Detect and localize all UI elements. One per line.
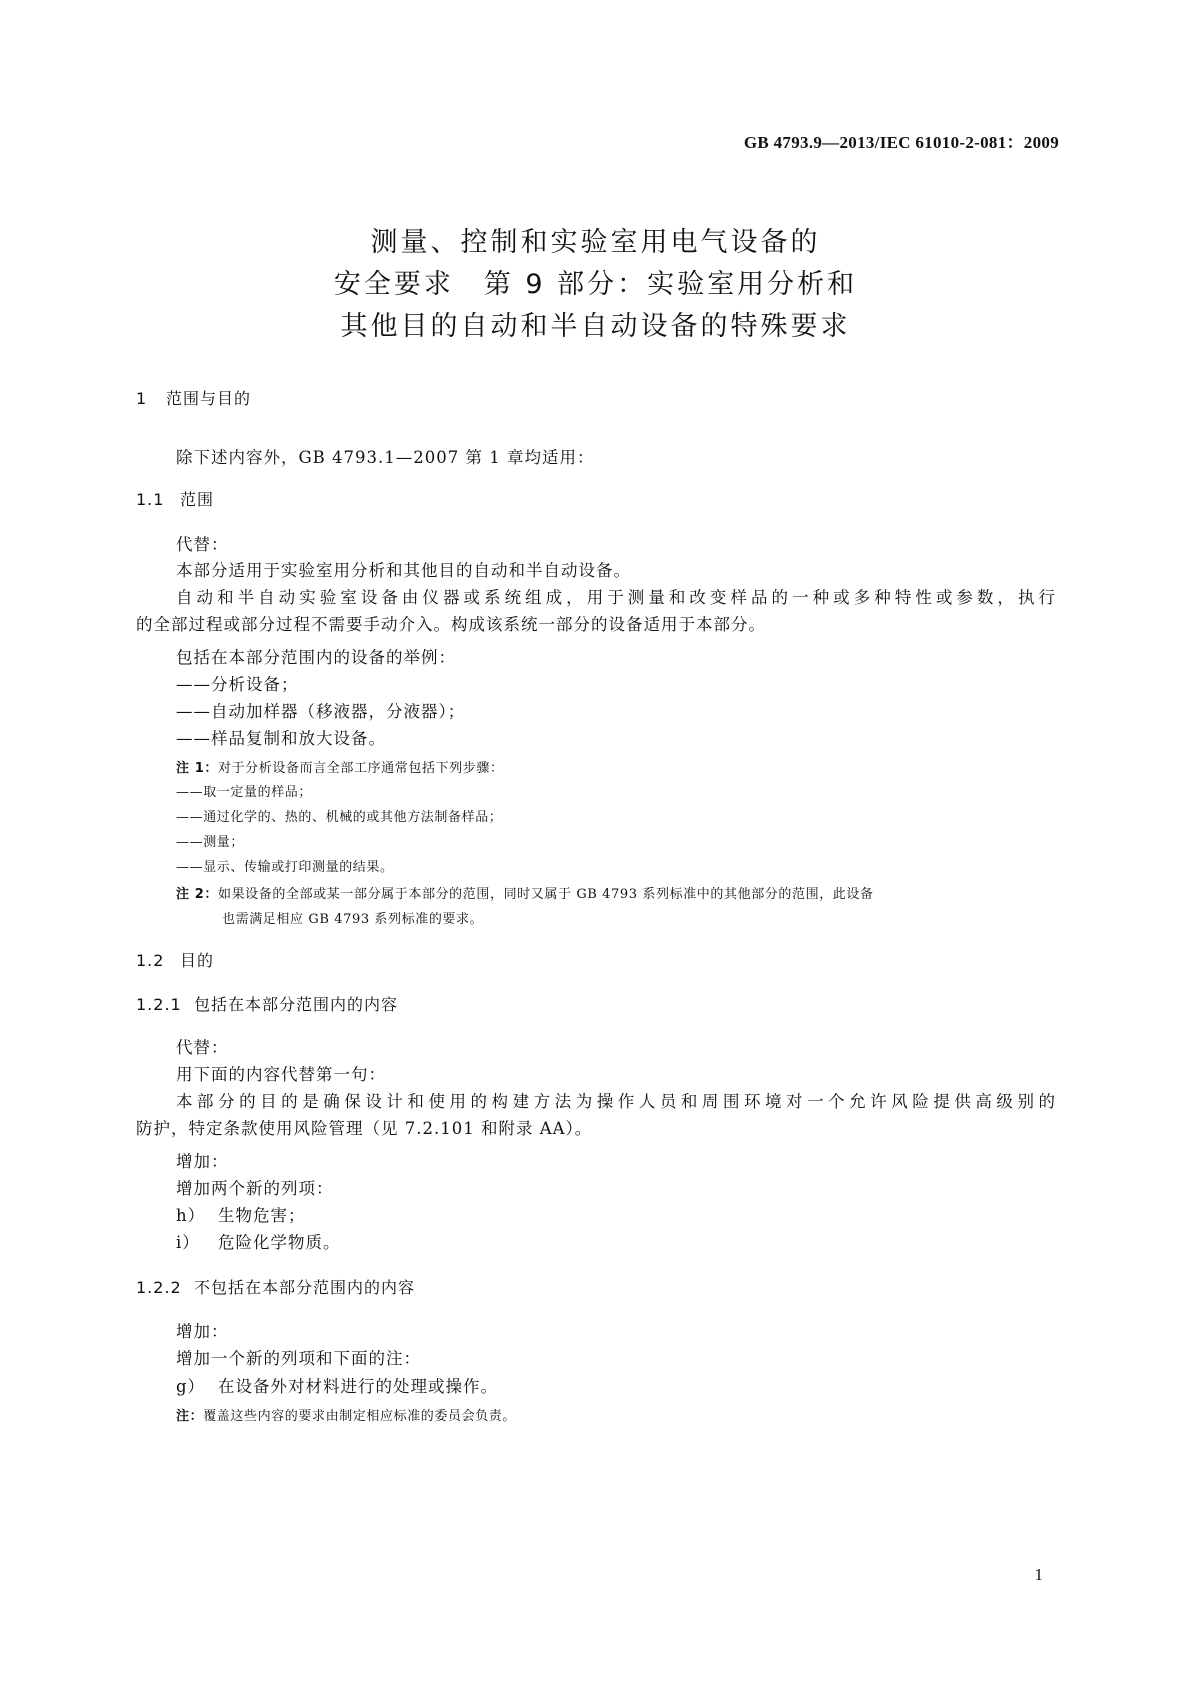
title-line-1: 测量、控制和实验室用电气设备的 bbox=[370, 227, 821, 258]
section-number: 1.2.1 bbox=[136, 995, 182, 1014]
list-item-g bbox=[176, 1373, 498, 1397]
note-label: 注 2： bbox=[176, 887, 218, 902]
section-number: 1.2 bbox=[136, 951, 165, 970]
list-item: ——分析设备； bbox=[176, 675, 299, 694]
paragraph: 用下面的内容代替第一句： bbox=[176, 1065, 386, 1084]
add-label: 增加： bbox=[176, 1152, 229, 1171]
paragraph: 包括在本部分范围内的设备的举例： bbox=[176, 648, 456, 667]
section-1-2-2-heading bbox=[136, 1275, 415, 1298]
note-label: 注 1： bbox=[176, 761, 218, 776]
list-marker: h） bbox=[176, 1206, 206, 1225]
note-list-item: ——取一定量的样品； bbox=[176, 785, 313, 800]
section-1-heading bbox=[136, 386, 251, 409]
section-1-1-heading bbox=[136, 487, 214, 510]
paragraph: 本部分适用于实验室用分析和其他目的自动和半自动设备。 bbox=[176, 561, 631, 580]
page-number: 1 bbox=[1034, 1565, 1043, 1584]
title-line-3: 其他目的自动和半自动设备的特殊要求 bbox=[340, 311, 851, 342]
replace-label: 代替： bbox=[176, 1038, 229, 1057]
note-label: 注： bbox=[176, 1409, 204, 1424]
section-title: 包括在本部分范围内的内容 bbox=[194, 995, 399, 1014]
section-1-2-heading bbox=[136, 948, 214, 971]
note-2 bbox=[176, 883, 874, 902]
note-list-item: ——测量； bbox=[176, 835, 244, 850]
note-2-continuation: 也需满足相应 GB 4793 系列标准的要求。 bbox=[222, 912, 484, 927]
list-text: 在设备外对材料进行的处理或操作。 bbox=[218, 1377, 498, 1396]
list-text: 危险化学物质。 bbox=[218, 1233, 341, 1252]
list-item-h bbox=[176, 1202, 306, 1226]
title-line-2: 安全要求 第 9 部分：实验室用分析和 bbox=[333, 269, 858, 300]
paragraph: 增加两个新的列项： bbox=[176, 1179, 334, 1198]
section-number: 1 bbox=[136, 389, 148, 408]
section-title: 目的 bbox=[180, 951, 215, 970]
list-item: ——样品复制和放大设备。 bbox=[176, 729, 386, 748]
note-text: 如果设备的全部或某一部分属于本部分的范围，同时又属于 GB 4793 系列标准中的其他部分的范围，此设备 bbox=[217, 887, 874, 902]
note-1 bbox=[176, 757, 504, 776]
paragraph-line: 自动和半自动实验室设备由仪器或系统组成，用于测量和改变样品的一种或多种特性或参数，执行 bbox=[176, 588, 1056, 607]
note-text: 覆盖这些内容的要求由制定相应标准的委员会负责。 bbox=[203, 1409, 517, 1424]
document-title bbox=[0, 222, 1191, 348]
section-1-intro: 除下述内容外，GB 4793.1—2007 第 1 章均适用： bbox=[176, 448, 595, 467]
standard-id: GB 4793.9—2013/IEC 61010-2-081：2009 bbox=[743, 133, 1059, 152]
replace-label: 代替： bbox=[176, 535, 229, 554]
add-label: 增加： bbox=[176, 1322, 229, 1341]
note-list-item: ——显示、传输或打印测量的结果。 bbox=[176, 860, 394, 875]
paragraph-line: 的全部过程或部分过程不需要手动介入。构成该系统一部分的设备适用于本部分。 bbox=[136, 615, 766, 634]
section-number: 1.1 bbox=[136, 490, 165, 509]
note bbox=[176, 1405, 516, 1424]
list-marker: g） bbox=[176, 1377, 206, 1396]
section-number: 1.2.2 bbox=[136, 1278, 182, 1297]
paragraph-line: 本部分的目的是确保设计和使用的构建方法为操作人员和周围环境对一个允许风险提供高级别的 bbox=[176, 1092, 1056, 1111]
section-1-2-1-heading bbox=[136, 992, 398, 1015]
section-title: 范围 bbox=[180, 490, 215, 509]
section-title: 范围与目的 bbox=[166, 389, 252, 408]
note-list-item: ——通过化学的、热的、机械的或其他方法制备样品； bbox=[176, 810, 503, 825]
list-item: ——自动加样器（移液器，分液器）； bbox=[176, 702, 466, 721]
paragraph: 增加一个新的列项和下面的注： bbox=[176, 1349, 421, 1368]
list-item-i bbox=[176, 1229, 341, 1253]
list-text: 生物危害； bbox=[218, 1206, 306, 1225]
section-title: 不包括在本部分范围内的内容 bbox=[194, 1278, 416, 1297]
list-marker: i） bbox=[176, 1233, 200, 1252]
paragraph-line: 防护，特定条款使用风险管理（见 7.2.101 和附录 AA）。 bbox=[136, 1119, 593, 1138]
note-text: 对于分析设备而言全部工序通常包括下列步骤： bbox=[217, 761, 504, 776]
